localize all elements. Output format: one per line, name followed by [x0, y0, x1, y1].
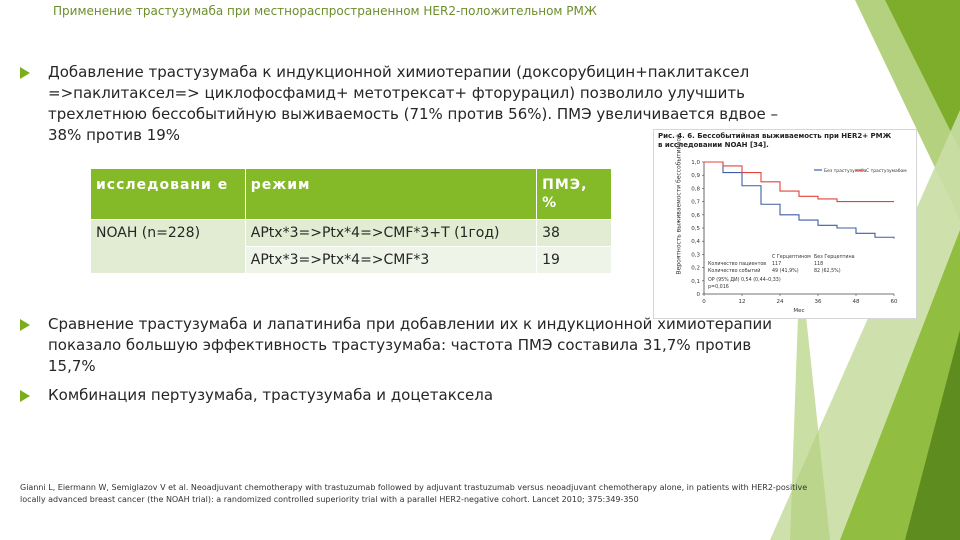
stats-header: Без Герцептина: [814, 255, 855, 260]
stats-cell: Количество событий: [708, 269, 761, 274]
x-tick-label: 0: [702, 299, 706, 305]
x-tick-label: 48: [852, 299, 860, 305]
y-tick-label: 0,9: [691, 173, 700, 180]
table-row: [91, 220, 612, 247]
hazard-ratio-text: ОР (95% ДИ) 0,54 (0,44–0,33): [708, 278, 781, 283]
figure-caption-line2: в исследовании NOAH [34].: [658, 141, 769, 149]
km-chart: [654, 130, 918, 320]
bullet-trastuzumab-vs-lapatinib: [20, 314, 800, 377]
table-header-study: исследовани е: [91, 169, 246, 220]
x-tick-label: 36: [814, 299, 822, 305]
bullet-text: Сравнение трастузумаба и лапатиниба при добавлении их к индукционной химиотерапии показало большую эффективность трастузумаба: частота ПМЭ составила 31,7% против 15,7%: [48, 315, 772, 375]
bullet-arrow-icon: [20, 67, 30, 79]
bullet-pertuzumab-combo: [20, 385, 810, 406]
legend-label: Без трастузумаба: [824, 169, 867, 174]
stats-cell: Количество пациентов: [708, 262, 767, 267]
km-series-line: [704, 162, 894, 202]
bullet-arrow-icon: [20, 390, 30, 402]
stats-header: С Герцептином: [772, 255, 811, 260]
legend-label: С трастузумабом: [866, 169, 907, 174]
stats-cell: 82 (62,5%): [814, 269, 841, 274]
table-cell-pcr: 19: [537, 247, 612, 274]
y-tick-label: 0,7: [691, 199, 700, 206]
x-tick-label: 24: [776, 299, 784, 305]
p-value-text: р=0,016: [708, 285, 729, 290]
table-header-pcr: ПМЭ, %: [537, 169, 612, 220]
x-axis-title: Мес: [793, 308, 805, 314]
y-tick-label: 0,5: [691, 226, 700, 232]
table-cell-study: NOAH (n=228): [91, 220, 246, 274]
study-table: [90, 168, 612, 274]
y-tick-label: 0,4: [691, 239, 700, 246]
slide-title: Применение трастузумаба при местнораспространенном HER2-положительном РМЖ: [53, 4, 597, 18]
survival-figure: [653, 129, 917, 319]
table-header-regimen: режим: [245, 169, 536, 220]
stats-cell: 49 (41,9%): [772, 269, 799, 274]
bullet-text: Добавление трастузумаба к индукционной химиотерапии (доксорубицин+паклитаксел =>паклитаксел=> циклофосфамид+ метотрексат+ фторурацил) позволило улучшить трехлетнюю бессобытийную выживаемость (71% против 56%). ПМЭ увеличивается вдвое – 38% против 19%: [48, 63, 779, 144]
x-tick-label: 12: [738, 299, 746, 305]
stats-cell: 117: [772, 262, 782, 267]
bullet-text: Комбинация пертузумаба, трастузумаба и доцетаксела: [48, 386, 494, 404]
y-tick-label: 0: [696, 292, 700, 298]
reference-footnote: Gianni L, Eiermann W, Semiglazov V et al. Neoadjuvant chemotherapy with trastuzumab followed by adjuvant trastuzumab versus neoadjuvant chemotherapy alone, in patients with HER2-positive locally advanced breast cancer (the NOAH trial): a randomized controlled superiority trial with a parallel HER2-negative cohort. Lancet 2010; 375:349-350: [20, 483, 808, 504]
y-tick-label: 0,3: [691, 252, 700, 259]
y-tick-label: 0,2: [691, 265, 700, 272]
y-tick-label: 0,6: [691, 212, 700, 219]
y-tick-label: 0,8: [691, 186, 700, 193]
bullet-arrow-icon: [20, 319, 30, 331]
figure-caption-line1: Рис. 4. 6. Бессобытийная выживаемость при HER2+ РМЖ: [658, 132, 892, 140]
x-tick-label: 60: [890, 299, 898, 305]
y-tick-label: 0,1: [691, 278, 700, 285]
table-cell-regimen: APtx*3=>Ptx*4=>CMF*3+T (1год): [245, 220, 536, 247]
y-tick-label: 1,0: [691, 160, 700, 166]
figure-y-axis-title: Вероятность выживаемости бессобытийной: [675, 134, 683, 275]
stats-cell: 118: [814, 262, 824, 267]
table-cell-pcr: 38: [537, 220, 612, 247]
table-cell-regimen: APtx*3=>Ptx*4=>CMF*3: [245, 247, 536, 274]
